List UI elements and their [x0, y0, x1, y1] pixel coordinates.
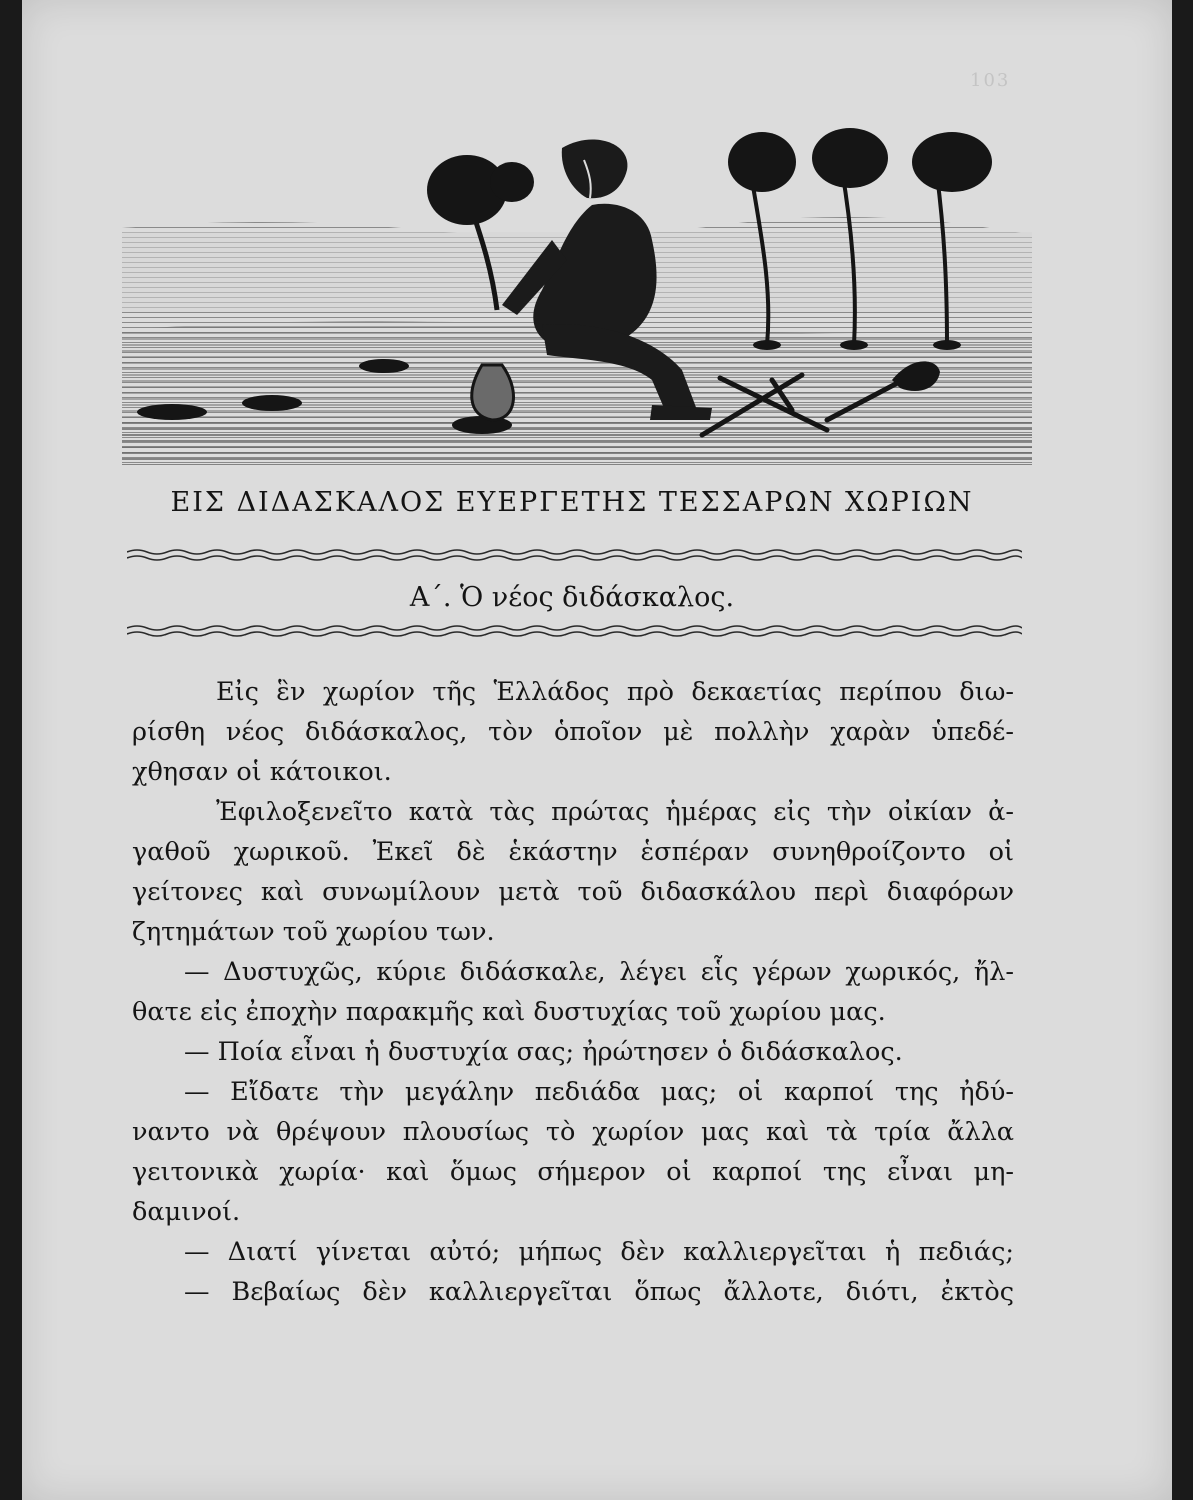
text-line: γειτονικὰ χωρία· καὶ ὅμως σήμερον οἱ καρποί της εἶναι μη- [132, 1157, 1014, 1187]
book-page [22, 0, 1172, 1500]
text-line: χθησαν οἱ κάτοικοι. [132, 757, 392, 787]
text-line: — Δυστυχῶς, κύριε διδάσκαλε, λέγει εἷς γέρων χωρικός, ἤλ- [184, 957, 1014, 987]
section-subtitle: Α΄. Ὁ νέος διδάσκαλος. [409, 582, 735, 613]
text-line: γείτονες καὶ συνωμίλουν μετὰ τοῦ διδασκάλου περὶ διαφόρων [132, 877, 1014, 907]
text-line: δαμινοί. [132, 1197, 241, 1227]
text-line: ναντο νὰ θρέψουν πλουσίως τὸ χωρίον μας καὶ τὰ τρία ἄλλα [132, 1117, 1014, 1147]
body-text [132, 672, 1014, 1312]
chapter-title: ΕΙΣ ΔΙΔΑΣΚΑΛΟΣ ΕΥΕΡΓΕΤΗΣ ΤΕΣΣΑΡΩΝ ΧΩΡΙΩΝ [170, 487, 974, 518]
text-line: γαθοῦ χωρικοῦ. Ἐκεῖ δὲ ἑκάστην ἑσπέραν συνηθροίζοντο οἱ [132, 837, 1014, 867]
text-line: Ἐφιλοξενεῖτο κατὰ τὰς πρώτας ἡμέρας εἰς τὴν οἰκίαν ἀ- [216, 797, 1014, 827]
page-number: 103 [970, 70, 1011, 91]
text-line: — Βεβαίως δὲν καλλιεργεῖται ὅπως ἄλλοτε, διότι, ἐκτὸς [184, 1277, 1014, 1307]
text-line: Εἰς ἓν χωρίον τῆς Ἑλλάδος πρὸ δεκαετίας περίπου διω- [216, 677, 1014, 707]
text-line: ρίσθη νέος διδάσκαλος, τὸν ὁποῖον μὲ πολλὴν χαρὰν ὑπεδέ- [132, 717, 1014, 747]
text-line: θατε εἰς ἐποχὴν παρακμῆς καὶ δυστυχίας τοῦ χωρίου μας. [132, 997, 886, 1027]
ornamental-rule-bottom [127, 624, 1022, 638]
text-line: ζητημάτων τοῦ χωρίου των. [132, 917, 495, 947]
text-line: — Διατί γίνεται αὐτό; μήπως δὲν καλλιεργεῖται ἡ πεδιάς; [184, 1237, 1014, 1267]
text-line: — Ποία εἶναι ἡ δυστυχία σας; ἠρώτησεν ὁ διδάσκαλος. [184, 1037, 903, 1067]
ornamental-rule-top [127, 548, 1022, 562]
woodcut-illustration [122, 120, 1032, 465]
text-line: — Εἴδατε τὴν μεγάλην πεδιάδα μας; οἱ καρποί της ἠδύ- [184, 1077, 1014, 1107]
